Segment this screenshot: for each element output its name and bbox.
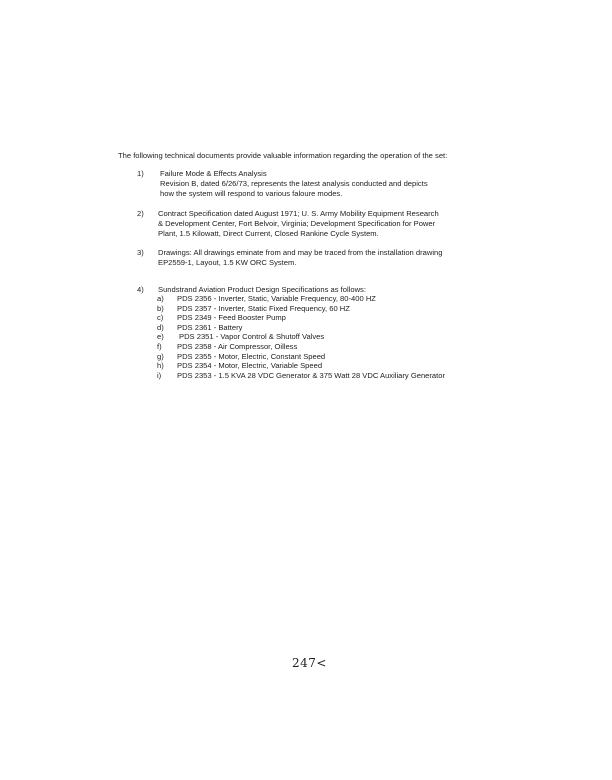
item-number: 1) xyxy=(137,169,144,178)
sub-item-text: PDS 2354 - Motor, Electric, Variable Speed xyxy=(177,361,323,371)
item-line: & Development Center, Fort Belvoir, Virginia; Development Specification for Power xyxy=(158,219,436,228)
item-line: EP2559-1, Layout, 1.5 KW ORC System. xyxy=(158,258,297,267)
sub-item-letter: i) xyxy=(157,370,162,380)
sub-item-letter: b) xyxy=(157,303,164,313)
sub-item-text: PDS 2361 - Battery xyxy=(177,322,243,332)
sub-item-letter: e) xyxy=(157,332,164,342)
sub-item-letter: c) xyxy=(157,313,164,323)
sub-item-text: PDS 2351 - Vapor Control & Shutoff Valves xyxy=(179,332,325,342)
sub-item-text: PDS 2357 - Inverter, Static Fixed Frequency, 60 HZ xyxy=(177,303,350,313)
sub-item-text: PDS 2356 - Inverter, Static, Variable Frequency, 80-400 HZ xyxy=(177,294,376,303)
page-number: 247< xyxy=(292,656,327,670)
intro-text: The following technical documents provide valuable information regarding the operation of the set: xyxy=(118,151,448,160)
sub-item-text: PDS 2358 - Air Compressor, Oilless xyxy=(177,342,298,351)
item-number: 3) xyxy=(137,248,144,257)
sub-item-letter: h) xyxy=(157,361,164,371)
sub-item-letter: f) xyxy=(157,342,162,351)
item-line: Sundstrand Aviation Product Design Specifications as follows: xyxy=(158,285,366,294)
sub-item-letter: d) xyxy=(157,322,164,332)
sub-item-text: PDS 2353 - 1.5 KVA 28 VDC Generator & 375 Watt 28 VDC Auxiliary Generator xyxy=(177,370,446,380)
sub-item-text: PDS 2349 - Feed Booster Pump xyxy=(177,313,286,323)
item-number: 2) xyxy=(137,209,144,218)
item-line: Revision B, dated 6/26/73, represents the latest analysis conducted and depicts xyxy=(160,179,428,188)
item-line: Contract Specification dated August 1971; U. S. Army Mobility Equipment Research xyxy=(158,209,439,218)
item-number: 4) xyxy=(137,285,144,294)
sub-item-letter: g) xyxy=(157,351,164,361)
item-line: Failure Mode & Effects Analysis xyxy=(160,169,267,178)
item-line: how the system will respond to various faloure modes. xyxy=(160,189,343,198)
sub-item-letter: a) xyxy=(157,294,164,303)
item-line: Drawings: All drawings eminate from and may be traced from the installation drawing xyxy=(158,248,443,257)
sub-item-text: PDS 2355 - Motor, Electric, Constant Speed xyxy=(177,351,326,361)
item-line: Plant, 1.5 Kilowatt, Direct Current, Closed Rankine Cycle System. xyxy=(158,229,379,238)
